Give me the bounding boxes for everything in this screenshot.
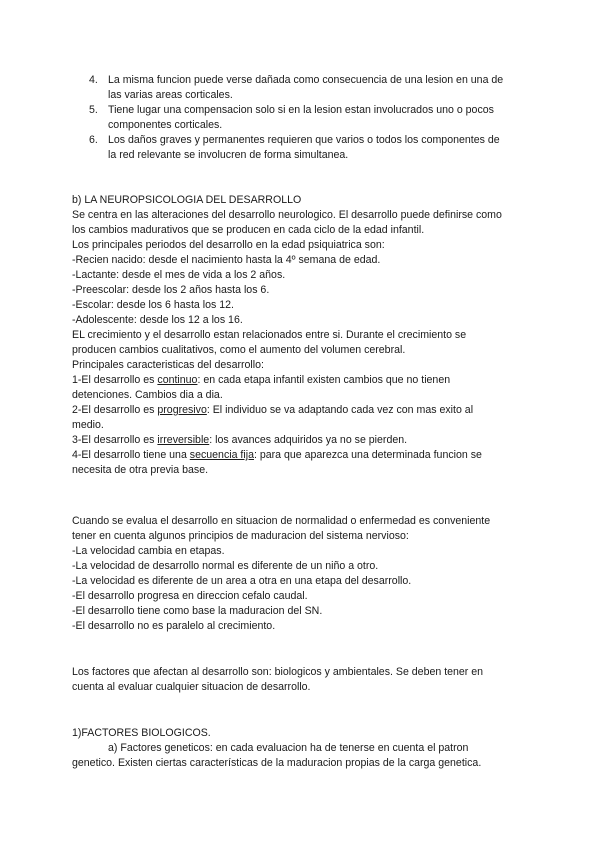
characteristic-item: detenciones. Cambios dia a dia.: [72, 389, 223, 401]
period-item: -Lactante: desde el mes de vida a los 2 años.: [72, 269, 286, 281]
list-item-text: las varias areas corticales.: [108, 89, 233, 101]
underlined-term: irreversible: [157, 434, 210, 446]
list-item-text: Tiene lugar una compensacion solo si en la lesion estan involucrados uno o pocos: [108, 104, 494, 116]
paragraph-line: Cuando se evalua el desarrollo en situacion de normalidad o enfermedad es conveniente: [72, 515, 491, 527]
principle-item: -La velocidad es diferente de un area a otra en una etapa del desarrollo.: [72, 575, 412, 587]
paragraph-line: Se centra en las alteraciones del desarrollo neurologico. El desarrollo puede definirse como: [72, 209, 502, 221]
period-item: -Recien nacido: desde el nacimiento hasta la 4º semana de edad.: [72, 254, 381, 266]
paragraph-line: Principales caracteristicas del desarrollo:: [72, 359, 264, 371]
list-number: 5.: [89, 104, 98, 116]
period-item: -Preescolar: desde los 2 años hasta los 6.: [72, 284, 270, 296]
paragraph-line: Los principales periodos del desarrollo en la edad psiquiatrica son:: [72, 239, 385, 251]
paragraph-line: producen cambios cualitativos, como el aumento del volumen cerebral.: [72, 344, 406, 356]
principle-item: -El desarrollo tiene como base la maduracion del SN.: [72, 605, 323, 617]
paragraph-line: Los factores que afectan al desarrollo son: biologicos y ambientales. Se deben tener en: [72, 666, 484, 678]
principle-item: -La velocidad de desarrollo normal es diferente de un niño a otro.: [72, 560, 379, 572]
list-item-text: componentes corticales.: [108, 119, 223, 131]
list-number: 4.: [89, 74, 98, 86]
characteristic-item: 4-El desarrollo tiene una secuencia fija: para que aparezca una determinada funcion se: [72, 449, 482, 461]
section-heading: 1)FACTORES BIOLOGICOS.: [72, 727, 211, 739]
period-item: -Adolescente: desde los 12 a los 16.: [72, 314, 243, 326]
principle-item: -El desarrollo progresa en direccion cefalo caudal.: [72, 590, 308, 602]
characteristic-item: 2-El desarrollo es progresivo: El individuo se va adaptando cada vez con mas exito al: [72, 404, 474, 416]
characteristic-item: medio.: [72, 419, 104, 431]
paragraph-line: tener en cuenta algunos principios de maduracion del sistema nervioso:: [72, 530, 409, 542]
underlined-term: continuo: [157, 374, 198, 386]
underlined-term: progresivo: [157, 404, 207, 416]
list-number: 6.: [89, 134, 98, 146]
paragraph-line: genetico. Existen ciertas características de la maduracion propias de la carga genetica.: [72, 757, 482, 769]
characteristic-item: 3-El desarrollo es irreversible: los avances adquiridos ya no se pierden.: [72, 434, 408, 446]
list-item-text: La misma funcion puede verse dañada como consecuencia de una lesion en una de: [108, 74, 504, 86]
principle-item: -La velocidad cambia en etapas.: [72, 545, 225, 557]
principle-item: -El desarrollo no es paralelo al crecimiento.: [72, 620, 276, 632]
paragraph-line: a) Factores geneticos: en cada evaluacion ha de tenerse en cuenta el patron: [108, 742, 469, 754]
characteristic-item: 1-El desarrollo es continuo: en cada etapa infantil existen cambios que no tienen: [72, 374, 451, 386]
period-item: -Escolar: desde los 6 hasta los 12.: [72, 299, 234, 311]
list-item-text: la red relevante se involucren de forma simultanea.: [108, 149, 349, 161]
paragraph-line: EL crecimiento y el desarrollo estan relacionados entre si. Durante el crecimiento se: [72, 329, 467, 341]
paragraph-line: los cambios madurativos que se producen en cada ciclo de la edad infantil.: [72, 224, 425, 236]
list-item-text: Los daños graves y permanentes requieren que varios o todos los componentes de: [108, 134, 500, 146]
section-heading: b) LA NEUROPSICOLOGIA DEL DESARROLLO: [72, 194, 302, 206]
paragraph-line: cuenta al evaluar cualquier situacion de desarrollo.: [72, 681, 311, 693]
underlined-term: secuencia fija: [189, 449, 254, 461]
characteristic-item: necesita de otra previa base.: [72, 464, 209, 476]
